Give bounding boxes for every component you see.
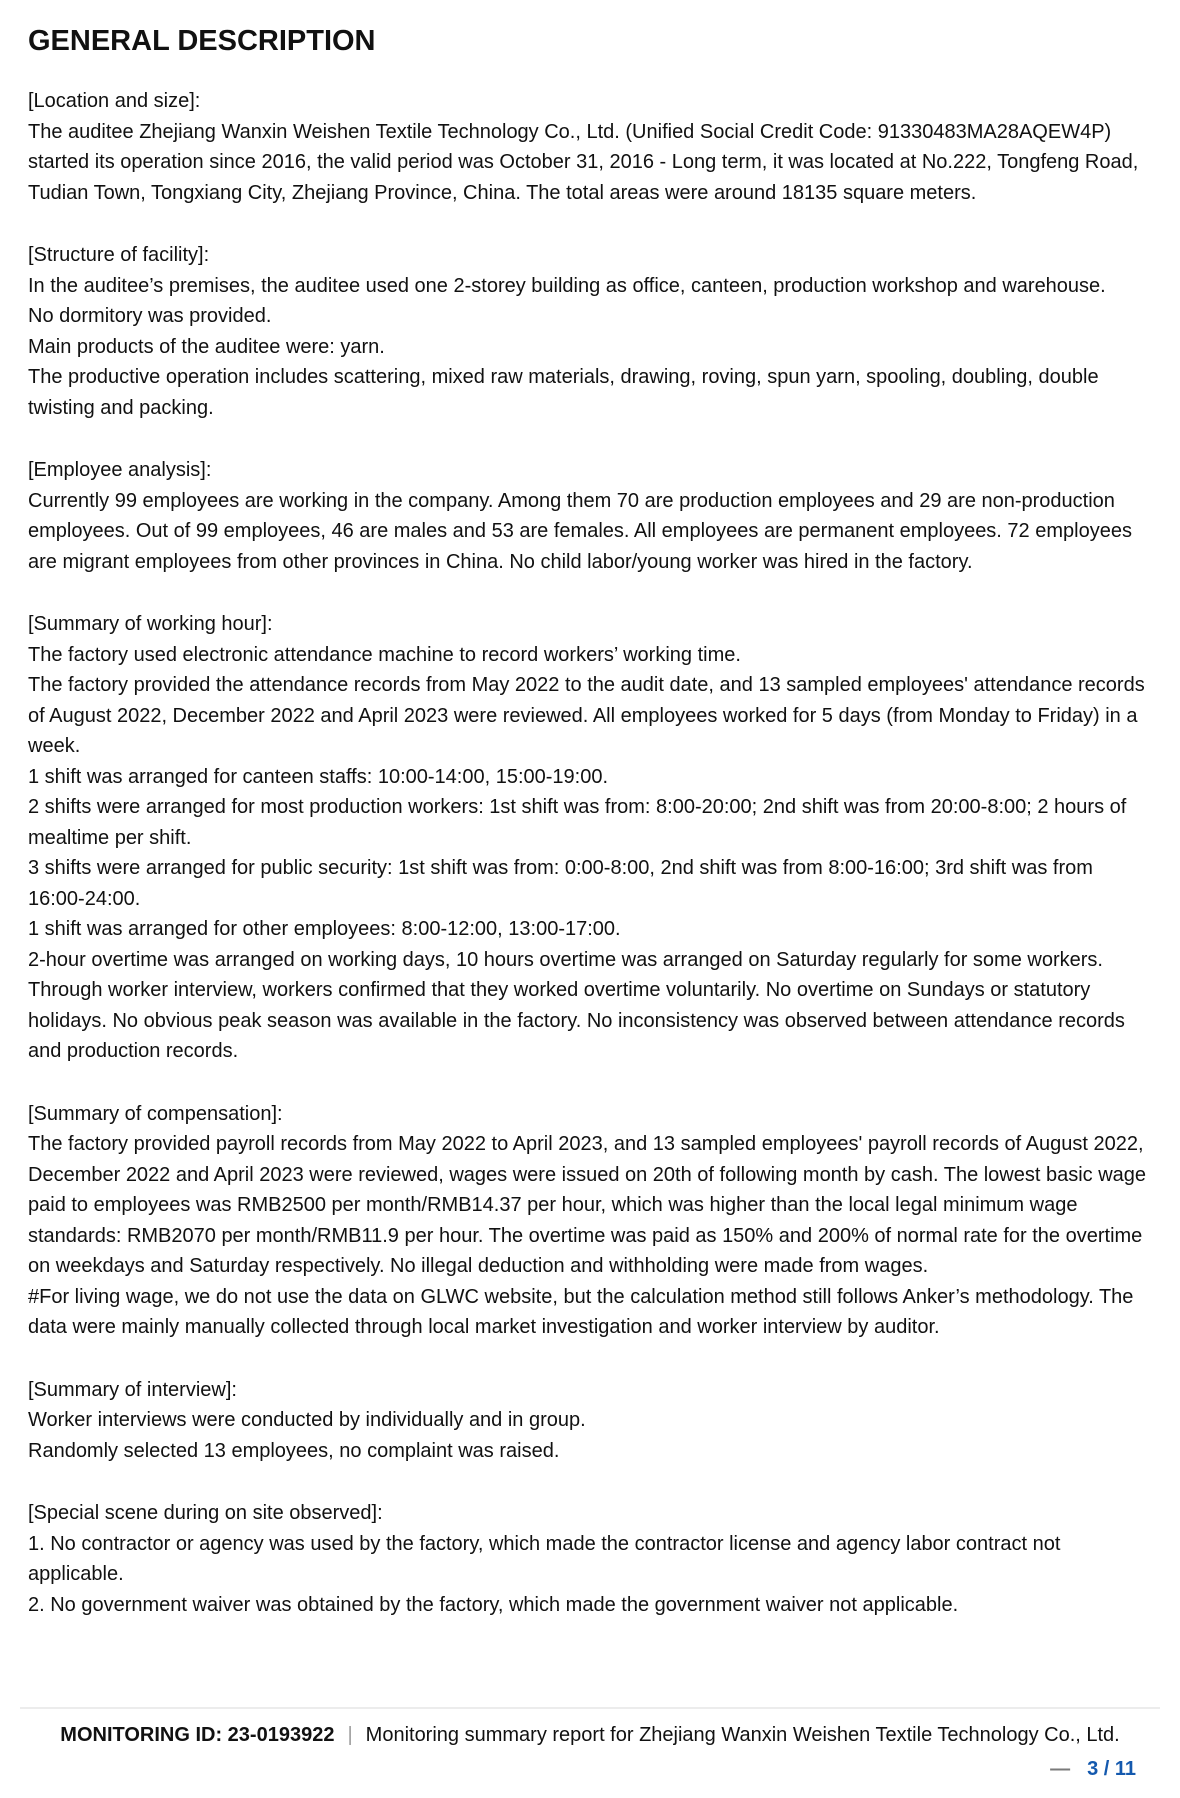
report-sections — [28, 86, 1154, 1620]
page-number: 3 / 11 — [1087, 1758, 1136, 1780]
footer-report-title: Monitoring summary report for Zhejiang Wanxin Weishen Textile Technology Co., Ltd. — [365, 1724, 1120, 1746]
section-paragraph: The factory provided the attendance records from May 2022 to the audit date, and 13 sampled employees' attendance records of August 2022, December 2022 and April 2023 were reviewed. All employees worked for 5 days (from Monday to Friday) in a week. — [28, 674, 1145, 757]
footer — [0, 1720, 1180, 1751]
section-paragraph: The auditee Zhejiang Wanxin Weishen Textile Technology Co., Ltd. (Unified Social Credit Code: 91330483MA28AQEW4P) started its operation since 2016, the valid period was October 31, 2016 - Long term, it was located at No.222, Tongfeng Road, Tudian Town, Tongxiang City, Zhejiang Province, China. The total areas were around 18135 square meters. — [28, 120, 1139, 204]
section-label: [Location and size]: — [28, 90, 201, 112]
section-label: [Special scene during on site observed]: — [28, 1502, 383, 1524]
section-label: [Summary of compensation]: — [28, 1102, 283, 1125]
section-paragraph: #For living wage, we do not use the data on GLWC website, but the calculation method still follows Anker’s methodology. The data were mainly manually collected through local market investigation and worker interview by auditor. — [28, 1285, 1134, 1338]
section-paragraph: 1 shift was arranged for canteen staffs: 10:00-14:00, 15:00-19:00. — [28, 765, 609, 788]
section-label: [Summary of interview]: — [28, 1378, 237, 1401]
section-paragraph: Main products of the auditee were: yarn. — [28, 335, 385, 358]
page-title: GENERAL DESCRIPTION — [28, 25, 376, 57]
report-section — [28, 609, 1154, 1067]
section-paragraph: 3 shifts were arranged for public security: 1st shift was from: 0:00-8:00, 2nd shift was from 8:00-16:00; 3rd shift was from 16:00-24:00. — [28, 857, 1093, 910]
footer-separator-bar: | — [347, 1724, 353, 1746]
section-paragraph: The productive operation includes scattering, mixed raw materials, drawing, roving, spun yarn, spooling, doubling, double twisting and packing. — [28, 366, 1099, 419]
section-paragraph: The factory used electronic attendance machine to record workers’ working time. — [28, 643, 741, 666]
section-paragraph: 1. No contractor or agency was used by the factory, which made the contractor license and agency labor contract not applicable. — [28, 1532, 1061, 1585]
report-section — [28, 1498, 1154, 1620]
footer-divider — [20, 1707, 1160, 1709]
section-paragraph: In the auditee’s premises, the auditee used one 2-storey building as office, canteen, production workshop and warehouse. — [28, 274, 1106, 297]
monitoring-id: MONITORING ID: 23-0193922 — [60, 1724, 335, 1746]
report-section — [28, 1099, 1154, 1343]
section-paragraph: The factory provided payroll records from May 2022 to April 2023, and 13 sampled employees' payroll records of August 2022, December 2022 and April 2023 were reviewed, wages were issued on 20th of following month by cash. The lowest basic wage paid to employees was RMB2500 per month/RMB14.37 per hour, which was higher than the local legal minimum wage standards: RMB2070 per month/RMB11.9 per hour. The overtime was paid as 150% and 200% of normal rate for the overtime on weekdays and Saturday respectively. No illegal deduction and withholding were made from wages. — [28, 1133, 1147, 1277]
section-paragraph: Worker interviews were conducted by individually and in group. — [28, 1409, 586, 1431]
section-paragraph: No dormitory was provided. — [28, 305, 272, 327]
page-number-row — [1050, 1754, 1136, 1785]
section-paragraph: 2. No government waiver was obtained by the factory, which made the government waiver not applicable. — [28, 1593, 959, 1616]
section-paragraph: Currently 99 employees are working in the company. Among them 70 are production employees and 29 are non-production employees. Out of 99 employees, 46 are males and 53 are females. All employees are permanent employees. 72 employees are migrant employees from other provinces in China. No child labor/young worker was hired in the factory. — [28, 489, 1132, 573]
section-paragraph: Randomly selected 13 employees, no complaint was raised. — [28, 1439, 560, 1462]
section-paragraph: 2-hour overtime was arranged on working days, 10 hours overtime was arranged on Saturday regularly for some workers. Through worker interview, workers confirmed that they worked overtime voluntarily. No overtime on Sundays or statutory holidays. No obvious peak season was available in the factory. No inconsistency was observed between attendance records and production records. — [28, 948, 1125, 1062]
report-section — [28, 86, 1154, 208]
report-section — [28, 455, 1154, 577]
report-section — [28, 240, 1154, 423]
section-label: [Summary of working hour]: — [28, 613, 273, 635]
section-paragraph: 2 shifts were arranged for most production workers: 1st shift was from: 8:00-20:00; 2nd shift was from 20:00-8:00; 2 hours of mealtime per shift. — [28, 796, 1127, 849]
section-paragraph: 1 shift was arranged for other employees: 8:00-12:00, 13:00-17:00. — [28, 918, 621, 940]
section-label: [Employee analysis]: — [28, 459, 212, 481]
section-label: [Structure of facility]: — [28, 244, 210, 266]
page-number-dash: — — [1050, 1758, 1071, 1780]
report-section — [28, 1375, 1154, 1467]
